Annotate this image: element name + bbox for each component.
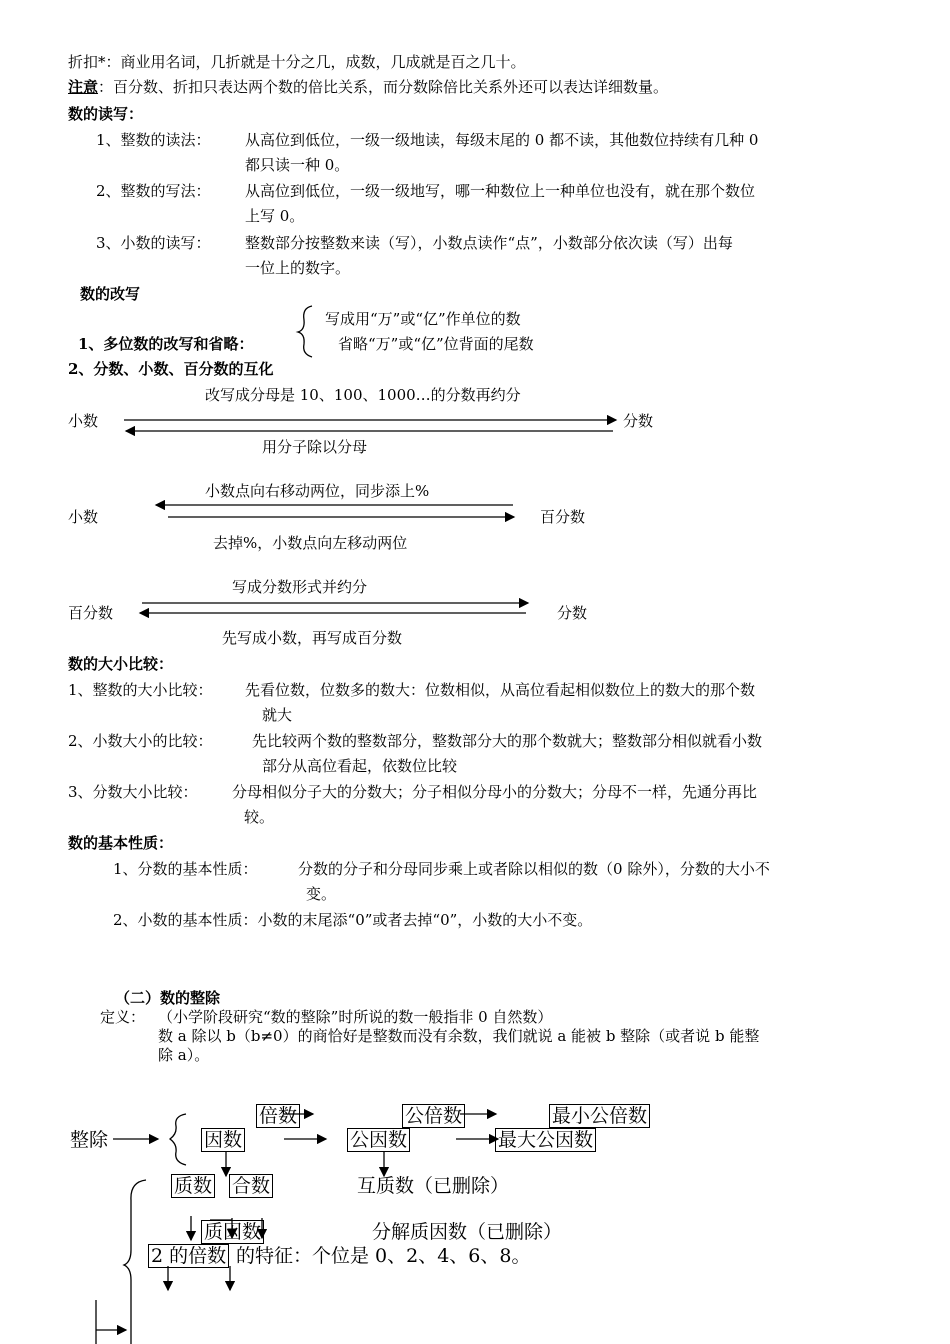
reading-item-2-label: 2、整数的写法： <box>96 182 211 200</box>
reading-item-3-line2: 一位上的数字。 <box>245 259 351 277</box>
compare-item-3-line1: 分母相似分子大的分数大；分子相似分母小的分数大；分母不一样，先通分再比 <box>232 783 758 801</box>
discount-definition: 折扣*：商业用名词，几折就是十分之几，成数，几成就是百之几十。 <box>68 53 526 71</box>
divisibility-def-line3: 除 a）。 <box>158 1046 210 1064</box>
compare-item-3-label: 3、分数大小比较： <box>68 783 198 801</box>
properties-item1-line2: 变。 <box>306 885 337 903</box>
reading-item-3-line1: 整数部分按整数来读（写），小数点读作“点”，小数部分依次读（写）出每 <box>245 234 733 252</box>
diagram-coprime: 互质数（已删除） <box>357 1175 510 1197</box>
compare-item-2-line1: 先比较两个数的整数部分，整数部分大的那个数就大；整数部分相似就看小数 <box>252 732 763 750</box>
rewrite-item1-label: 1、多位数的改写和省略： <box>78 335 254 353</box>
compare-item-2-line2: 部分从高位看起，依数位比较 <box>262 757 458 775</box>
compare-heading: 数的大小比较： <box>68 655 174 673</box>
diagram-multiple-of-2-text: 的特征：个位是 0、2、4、6、8。 <box>236 1245 531 1267</box>
divisibility-def-label: 定义： <box>100 1008 146 1026</box>
reading-item-2-line1: 从高位到低位，一级一级地写，哪一种数位上一种单位也没有，就在那个数位 <box>245 182 756 200</box>
divisibility-def-line2: 数 a 除以 b（b≠0）的商恰好是整数而没有余数，我们就说 a 能被 b 整除（或者说 b 能整 <box>158 1027 760 1045</box>
properties-item2: 2、小数的基本性质：小数的末尾添“0”或者去掉“0”，小数的大小不变。 <box>113 911 593 929</box>
reading-item-1-line1: 从高位到低位，一级一级地读，每级末尾的 0 都不读，其他数位持续有几种 0 <box>245 131 759 149</box>
reading-item-2-line2: 上写 0。 <box>245 207 305 225</box>
rewrite-item2-heading: 2、分数、小数、百分数的互化 <box>68 360 274 378</box>
compare-item-1-line1: 先看位数，位数多的数大：位数相似，从高位看起相似数位上的数大的那个数 <box>245 681 756 699</box>
box-prime-factor: 质因数 <box>201 1220 264 1244</box>
conv1-top-label: 改写成分母是 10、100、1000…的分数再约分 <box>205 386 521 404</box>
compare-item-3-line2: 较。 <box>244 808 275 826</box>
divisibility-def-line1: （小学阶段研究“数的整除”时所说的数一般指非 0 自然数） <box>158 1008 553 1026</box>
lower-brace <box>124 1180 146 1344</box>
rewrite-heading: 数的改写 <box>80 285 141 303</box>
box-common-multiple: 公倍数 <box>402 1104 465 1128</box>
box-factor: 因数 <box>201 1128 245 1152</box>
conv1-left: 小数 <box>68 412 99 430</box>
reading-item-1-label: 1、整数的读法： <box>96 131 211 149</box>
box-multiple: 倍数 <box>256 1104 300 1128</box>
properties-item1-label: 1、分数的基本性质： <box>113 860 258 878</box>
conv3-right: 分数 <box>557 604 588 622</box>
note-text: ：百分数、折扣只表达两个数的倍比关系，而分数除倍比关系外还可以表达详细数量。 <box>98 78 669 96</box>
rewrite-option-1: 写成用“万”或“亿”作单位的数 <box>325 310 521 328</box>
rewrite-option-2: 省略“万”或“亿”位背面的尾数 <box>338 335 534 353</box>
conv1-right: 分数 <box>623 412 654 430</box>
rewrite-brace <box>298 306 312 357</box>
box-lcm: 最小公倍数 <box>549 1104 650 1128</box>
conv2-top-label: 小数点向右移动两位，同步添上% <box>205 482 430 500</box>
divisibility-brace <box>170 1114 186 1165</box>
box-composite: 合数 <box>229 1174 273 1198</box>
compare-item-2-label: 2、小数大小的比较： <box>68 732 213 750</box>
compare-item-1-line2: 就大 <box>262 706 293 724</box>
properties-item1-line1: 分数的分子和分母同步乘上或者除以相似的数（0 除外），分数的大小不 <box>298 860 770 878</box>
conv2-bottom-label: 去掉%，小数点向左移动两位 <box>213 534 408 552</box>
compare-item-1-label: 1、整数的大小比较： <box>68 681 213 699</box>
box-gcf: 最大公因数 <box>495 1128 596 1152</box>
box-prime: 质数 <box>171 1174 215 1198</box>
conv3-left: 百分数 <box>68 604 114 622</box>
reading-heading: 数的读写： <box>68 105 144 123</box>
reading-item-1-line2: 都只读一种 0。 <box>245 156 350 174</box>
conv1-bottom-label: 用分子除以分母 <box>262 438 368 456</box>
conv3-bottom-label: 先写成小数，再写成百分数 <box>222 629 403 647</box>
box-multiple-of-2: 2 的倍数 <box>148 1244 229 1268</box>
box-common-factor: 公因数 <box>347 1128 410 1152</box>
diagram-root: 整除 <box>70 1129 109 1151</box>
note-label: 注意 <box>68 78 99 96</box>
diagram-factorize: 分解质因数（已删除） <box>372 1221 563 1243</box>
conv2-left: 小数 <box>68 508 99 526</box>
reading-item-3-label: 3、小数的读写： <box>96 234 211 252</box>
divisibility-heading: （二）数的整除 <box>115 989 221 1007</box>
conv2-right: 百分数 <box>540 508 586 526</box>
properties-heading: 数的基本性质： <box>68 834 174 852</box>
conv3-top-label: 写成分数形式并约分 <box>232 578 368 596</box>
